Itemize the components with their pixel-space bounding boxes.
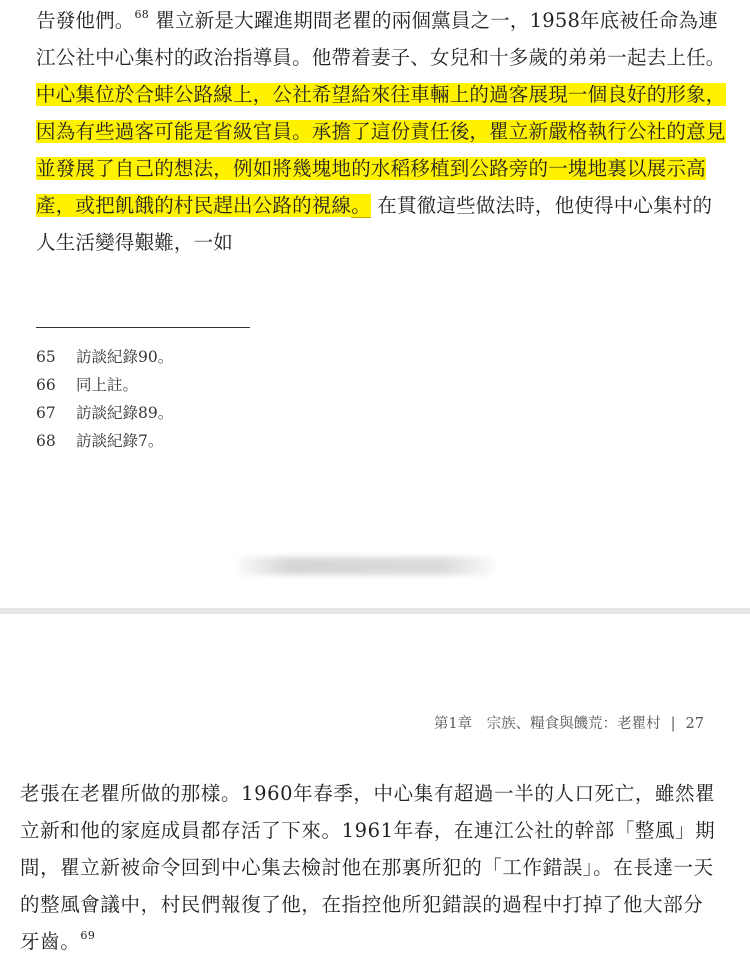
footnote-number: 66 (36, 376, 56, 394)
paragraph-text: 在貫徹這些做法時，他使得中心集村的人生活變得艱難，一如 (36, 194, 713, 254)
paragraph-text: 瞿立新是大躍進期間老瞿的兩個黨員之一，1958年底被任命為連江公社中心集村的政治指導員。他帶着妻子、女兒和十多歲的弟弟一起去上任。 (36, 9, 726, 69)
footnote-item (36, 427, 436, 455)
paragraph-text: 老張在老瞿所做的那樣。1960年春季，中心集有超過一半的人口死亡，雖然瞿立新和他的家庭成員都存活了下來。1961年春，在連江公社的幹部「整風」期間，瞿立新被命令回到中心集去檢討他在那裏所犯的「工作錯誤」。在長達一天的整風會議中，村民們報復了他，在指控他所犯錯誤的過程中打掉了他大部分牙齒。 (20, 782, 716, 953)
footnote-number: 67 (36, 404, 56, 422)
footnote-number: 65 (36, 348, 56, 366)
footnote-text: 訪談紀錄90。 (76, 348, 174, 366)
footnote-ref-68[interactable]: 68 (134, 8, 149, 21)
footnote-ref-69[interactable]: 69 (80, 929, 96, 942)
body-paragraph (36, 2, 726, 261)
blurred-watermark (238, 557, 494, 575)
highlighted-text[interactable]: 中心集位於合蚌公路線上，公社希望給來往車輛上的過客展現一個良好的形象，因為有些過客可能是省級官員。承擔了這份責任後，瞿立新嚴格執行公社的意見並發展了自己的想法，例如將幾塊地的水稻移植到公路旁的一塊地裏以展示高產，或把飢餓的村民趕出公路的視線 (36, 83, 726, 217)
footnote-text: 訪談紀錄7。 (76, 432, 164, 450)
footnote-text: 同上註。 (76, 376, 139, 394)
paragraph-text: 告發他們。 (36, 9, 135, 32)
page-number: 27 (685, 716, 704, 732)
footnote-number: 68 (36, 432, 56, 450)
chapter-title: 第1章 宗族、糧食與饑荒：老瞿村 (433, 716, 661, 732)
highlighted-text-end[interactable]: 。 (351, 194, 371, 217)
header-separator: | (670, 716, 676, 732)
footnote-item (36, 399, 436, 427)
footnote-list (36, 343, 436, 455)
body-paragraph-2 (20, 775, 720, 960)
footnote-divider (36, 327, 250, 328)
running-header (434, 712, 704, 733)
footnote-item (36, 371, 436, 399)
footnote-item (36, 343, 436, 371)
footnote-text: 訪談紀錄89。 (76, 404, 174, 422)
